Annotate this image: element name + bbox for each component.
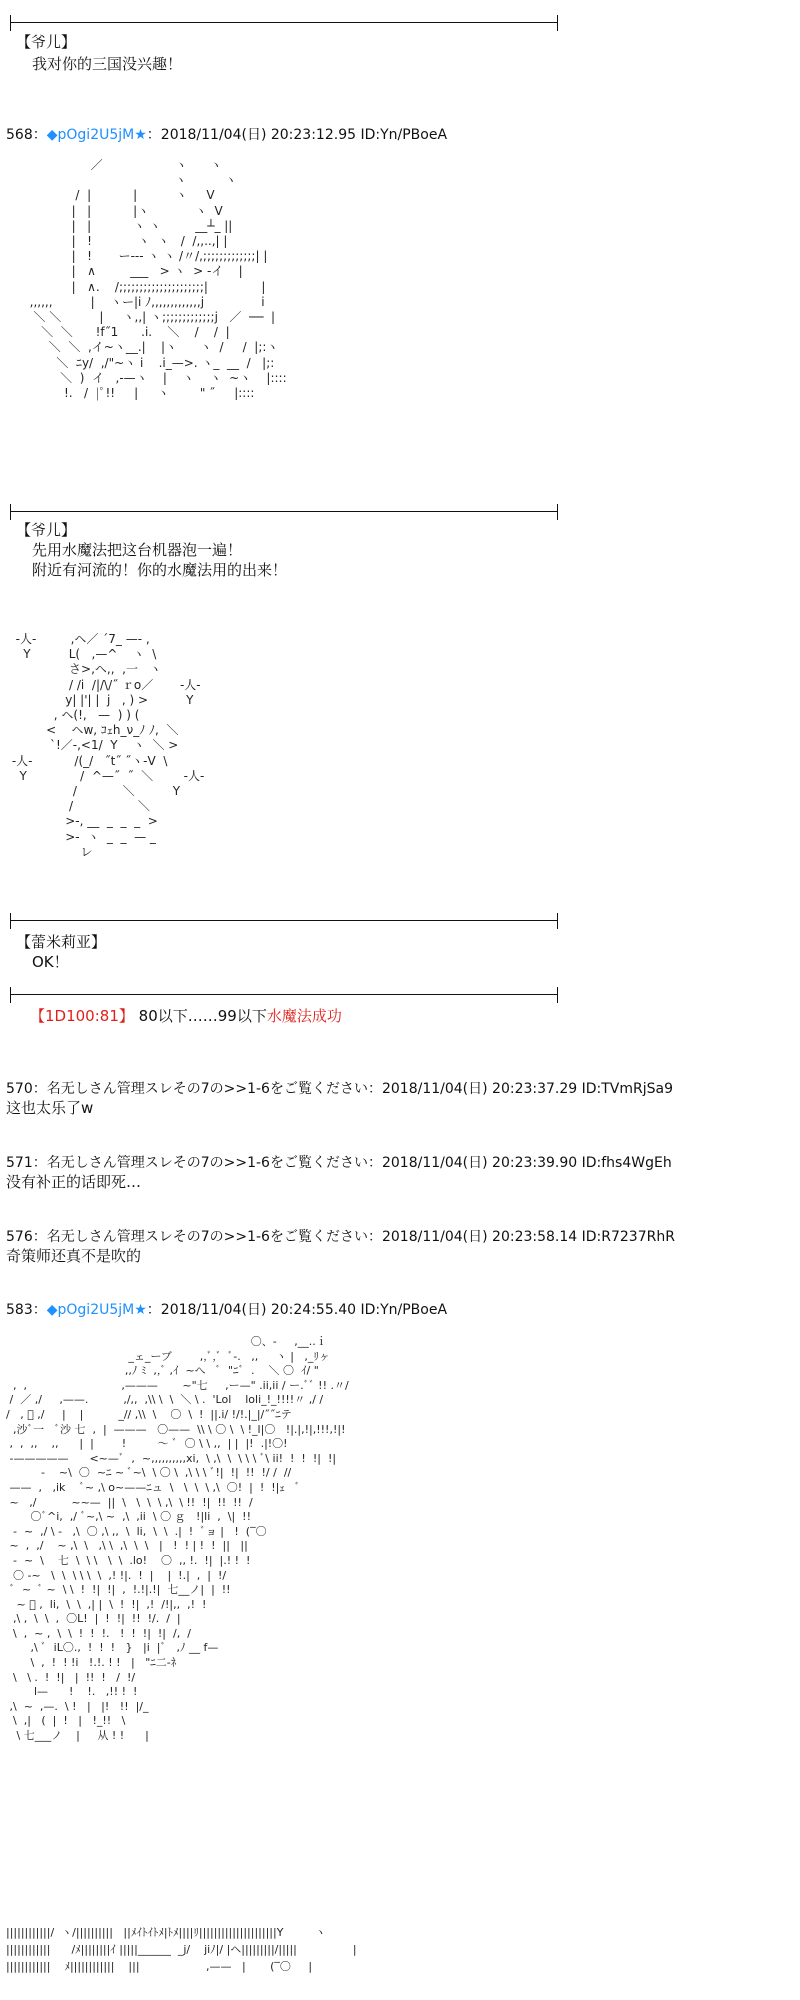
poster-name: 名无しさん管理スレその7の>>1-6をご覧ください (46, 1229, 368, 1245)
ascii-art-bottom: ||||||||||||/ ヽ/|||||||||| ||ﾒｲﾄｲﾄﾒ|ﾄﾒ||||ﾘ|||||||||||||||||||||Y ヽ |||||||||||| /ﾒ||||||||ｲ |||||______ _j/ jiﾉ|/ |ヘ|||||||||/||||| | |||||||||||| ﾒ|||||||||||| ||| ,—— | (‾〇 | (6, 1926, 357, 1973)
dialogue-line: 我对你的三国没兴趣！ (32, 55, 183, 73)
post-header: 576：名无しさん管理スレその7の>>1-6をご覧ください：2018/11/04(日) 20:23:58.14 ID:R7237RhR (6, 1229, 675, 1245)
divider-rule (10, 511, 558, 512)
post-header: 570：名无しさん管理スレその7の>>1-6をご覧ください：2018/11/04(日) 20:23:37.29 ID:TVmRjSa9 (6, 1081, 674, 1097)
trip-code: pOgi2U5jM (57, 1302, 135, 1318)
post-header: 583：◆pOgi2U5jM★：2018/11/04(日) 20:24:55.40 ID:Yn/PBoeA (6, 1302, 448, 1318)
post-body: 奇策师还真不是吹的 (6, 1247, 142, 1265)
dialogue-line: OK！ (32, 953, 69, 971)
trip-diamond-icon: ◆ (46, 127, 58, 143)
trip-diamond-icon: ◆ (46, 1302, 58, 1318)
ascii-art-remilia: -人- ,ヘ／ ˊ7_ —- , Y L( ,—^ ヽ \ さ>,ヘ,, ,一 ヽ / /i /|/\/˝ ｒo／ -人- y| |'| | j , ) > Y , ヘ(!, — ) ) ( < ヘw, ｺｪh_ν_ﾉ ﾉ, ＼ `!／-,<1/ Y ヽ ＼ > -人- /(_/ ˝t˝ ˝ヽ-V \ Y / ^—˝ ˝ ＼ -人- / ＼ Y / ＼ >-, __ _ _ _ > >- ヽ _ _ — _ レ (11, 632, 205, 859)
dice-outcome: 水魔法成功 (266, 1007, 342, 1025)
post-body: 没有补正的话即死… (6, 1173, 142, 1191)
divider-rule (10, 22, 558, 23)
divider-rule (10, 994, 558, 995)
post-meta: ：2018/11/04(日) 20:23:37.29 ID:TVmRjSa9 (367, 1081, 674, 1097)
post-number[interactable]: 568 (6, 127, 33, 143)
speaker-label: 【爷儿】 (16, 521, 77, 539)
post-number[interactable]: 571 (6, 1155, 33, 1171)
post-header: 568：◆pOgi2U5jM★：2018/11/04(日) 20:23:12.95 ID:Yn/PBoeA (6, 127, 448, 143)
post-header: 571：名无しさん管理スレその7の>>1-6をご覧ください：2018/11/04(日) 20:23:39.90 ID:fhs4WgEh (6, 1155, 672, 1171)
divider-rule (10, 920, 558, 921)
post-meta: ：2018/11/04(日) 20:23:39.90 ID:fhs4WgEh (367, 1155, 672, 1171)
dialogue-line: 先用水魔法把这台机器泡一遍！ (32, 541, 243, 559)
post-body: 这也太乐了w (6, 1099, 94, 1117)
star-icon: ★ (134, 1302, 147, 1318)
star-icon: ★ (134, 127, 147, 143)
post-number[interactable]: 570 (6, 1081, 33, 1097)
poster-name: 名无しさん管理スレその7の>>1-6をご覧ください (46, 1081, 368, 1097)
post-meta: ：2018/11/04(日) 20:24:55.40 ID:Yn/PBoeA (146, 1302, 448, 1318)
post-meta: ：2018/11/04(日) 20:23:12.95 ID:Yn/PBoeA (146, 127, 448, 143)
speaker-label: 【爷儿】 (16, 33, 77, 51)
trip-code: pOgi2U5jM (57, 127, 135, 143)
dice-result (30, 1006, 342, 1026)
post-number[interactable]: 576 (6, 1229, 33, 1245)
dice-roll: 【1D100:81】 (30, 1007, 134, 1025)
dialogue-line: 附近有河流的！你的水魔法用的出来！ (32, 561, 288, 579)
ascii-art-explosion: 〇、- ,__..ｉ _ェ_ーブ ,,ﾞ,ﾞ ﾞ-. ,, ヽ | ,_ﾘヶ ,,ﾉ ﾐ ,,ﾞ ,ｲ ~へ ﾞ "ﾆﾞ . ＼ 〇 ｲ/ " , , ,——— ~"七 ,ー—" .ii,ii / ー.ﾞﾞ !! .〃/ / ／ ,/ ,——. ,/,, ,\\ \ \ ＼ \ . 'Lol loli_!_!!!!〃 ,/ / / , ﾞ ,/ | | _// ,\\ \ 〇 \ ! ||.i/ !/!.|_|/˝˝ﾆテ ,沙ﾞ一 ﾞ沙 七 , | ——— 〇—— \\ \ 〇 \ \ !_l|〇 !|.|,!|,!!!,!|! , , ,, ,, | | ! ～ ﾞ 〇 \ \ ,, | | |! .|!〇! -————— <~—ﾞ , ~,,,,,,,,,,xi, \ ,\ \ \ \ \ ﾞ\ ii! ! ! !| !| - ~\ 〇 ~ﾆ ~ ﾞ~\ \ 〇 \ ,\ \ \ ﾞ!| !| !! !/ / // —— , ,ik ﾞ~ ,\ o~——ﾆュ \ \ \ \ ,\ 〇! | ! !|ｪ ﾞ ~ ,/ ~~— || \ \ \ \ ,\ \ !! !| !! !! / 〇ﾞ^i, ,/ ﾞ~,\ ~ ,\ ,ii \ 〇 ｇ !|li , \| !! - ~ ,/ \ - ,\ 〇 ,\ ,, \ li, \ \ .| ! ﾞョ | ! (‾〇 ~ , ,/ ~ ,\ \ ,\ \ ,\ \ \ | ! ! | ! ! || || - ~ \ 七 \ \ \ \ \ .lo! 〇 ,, !. !| |.! ! ! 〇 -~ \ \ \ \ \ \ ,! !|. ! | | !.| , | !/ ﾞ ~ ﾞ ~ \ \ ! !| !| , !.!|.!| 七__ノ| | !! ~ ﾞ , li, \ \ ,| | \ ! !| ,! /!|,, ,! ! ,\ , \ \ , 〇L! | ! !| !! !/. / | \ , ~ , \ \ ! ! !. ! ! !| !| /, / ,\ ﾞ iL〇., ! ! ! } |i |ﾞ ,ﾉ __ f— \ , ! ! !i !.!. ! ! | "ﾆ二-ﾈ \ \ . ! !| | !! ! / !/ l— ! !. ,!! ! ! ,\ ~ ,—. \ ! | |! !! |/_ \ ,| ( | ! | !_!! \ \ 七___ノ | 从 ! ! | (6, 1335, 349, 1743)
dice-condition: 80以下……99以下 (138, 1007, 267, 1025)
poster-name: 名无しさん管理スレその7の>>1-6をご覧ください (46, 1155, 368, 1171)
post-meta: ：2018/11/04(日) 20:23:58.14 ID:R7237RhR (367, 1229, 675, 1245)
post-number[interactable]: 583 (6, 1302, 33, 1318)
speaker-label: 【蕾米莉亚】 (16, 933, 107, 951)
ascii-art-scene-1: ／ ヽ ヽ ヽ ヽ / | | ヽ V | | |ヽ ヽ V | | ヽ ヽ __┴_ || | ! ヽ ヽ / /,,..,| | | ! ー-‐- ヽ ヽ /〃/,;;;;;;;;;;;;;| | | ∧ ___ > ヽ > -イ | | ∧. /;;;;;;;;;;;;;;;;;;;;;| | ,,,,,, | ヽー|i ﾉ,,,,,,,,,,,,,j i ＼ ＼ | ヽ,,| ヽ;;;;;;;;;;;;;j ／ ── | ＼ ＼ !f˝1 .i. ＼ / / | ＼ ＼ ,イ~ヽ__.| |ヽ ヽ / / |;:ヽ ＼ ﾆy/ ,/"~ヽ i .i_—>. ヽ_ __ / |;: ＼ ) イ ,-—ヽ | ヽ ヽ ~ヽ |:::: !. / |ﾟ!! | ヽ " ˝ |:::: (29, 158, 287, 401)
